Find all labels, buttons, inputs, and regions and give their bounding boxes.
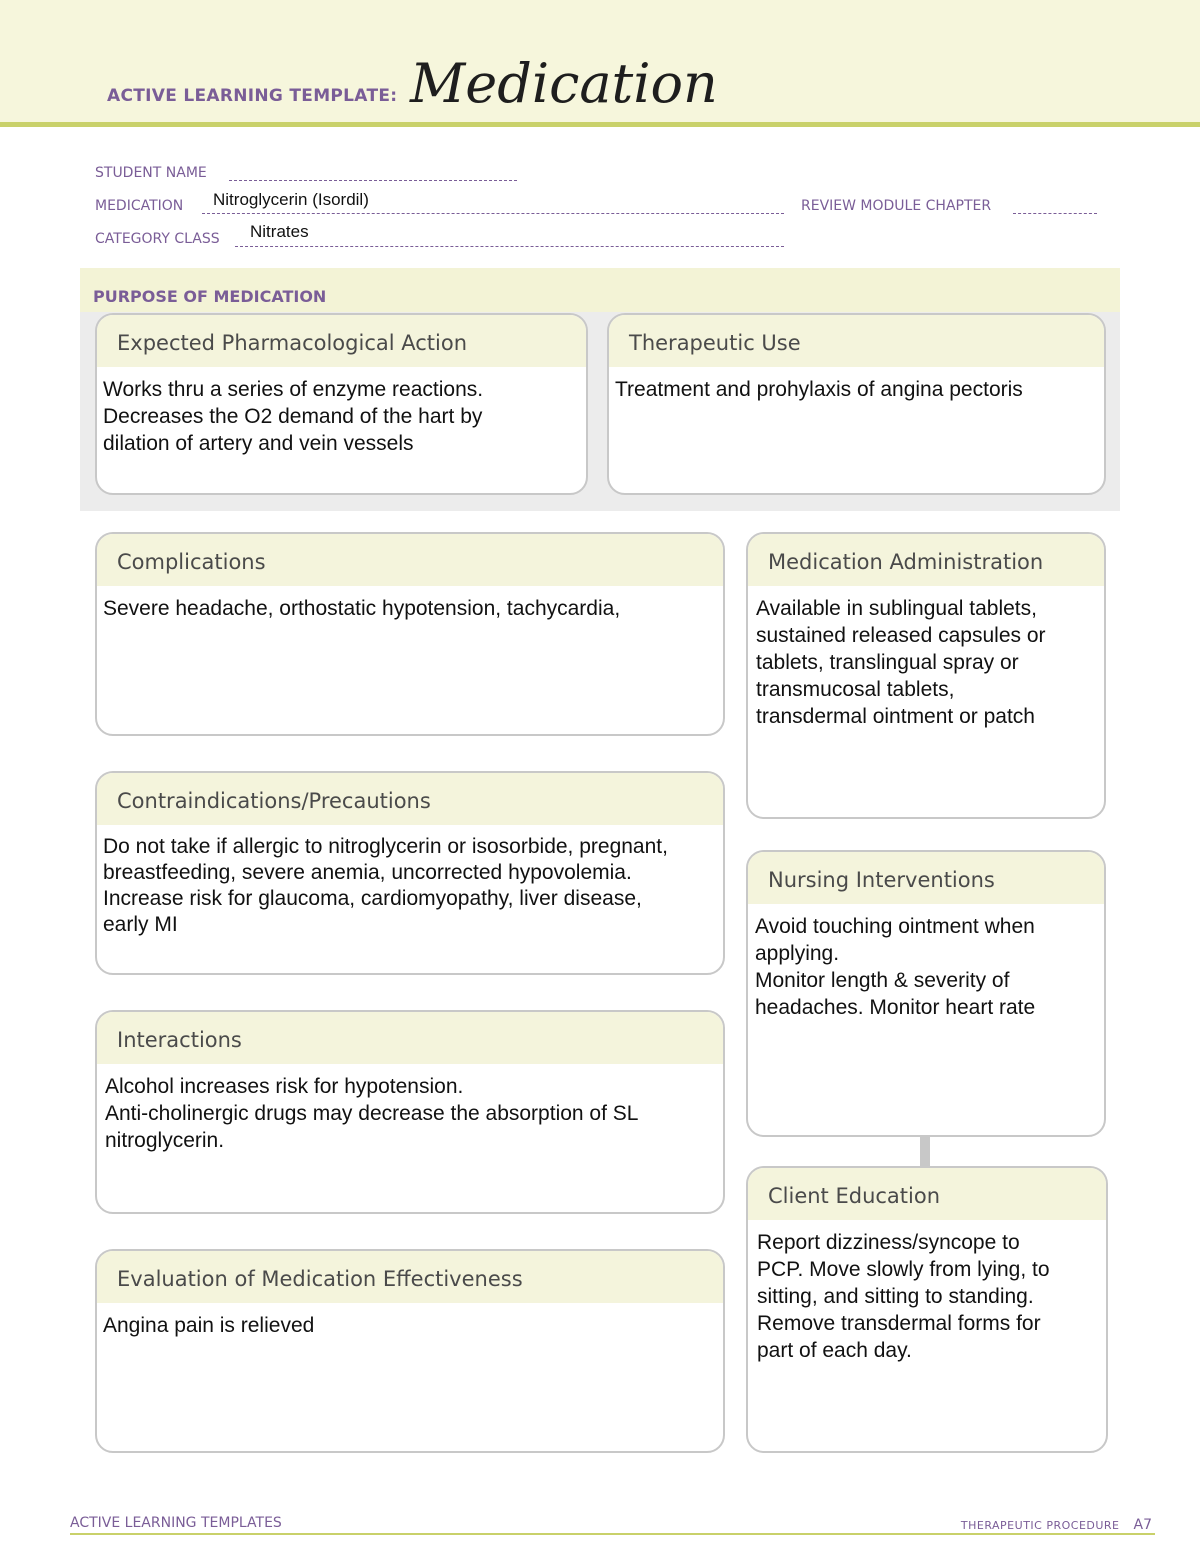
therapeutic-use-title: Therapeutic Use	[609, 315, 1104, 367]
administration-box	[746, 532, 1106, 819]
administration-title: Medication Administration	[748, 534, 1104, 586]
student-name-label: STUDENT NAME	[95, 165, 207, 181]
administration-text[interactable]: Available in sublingual tablets, sustained released capsules or tablets, translingual spray or transmucosal tablets, transdermal ointment or patch	[756, 597, 1046, 728]
footer-section: THERAPEUTIC PROCEDURE	[960, 1519, 1120, 1532]
therapeutic-use-text[interactable]: Treatment and prohylaxis of angina pectoris	[615, 378, 1023, 401]
expected-action-title: Expected Pharmacological Action	[97, 315, 586, 367]
complications-title: Complications	[97, 534, 723, 586]
template-label: ACTIVE LEARNING TEMPLATE:	[107, 86, 398, 106]
purpose-label: PURPOSE OF MEDICATION	[93, 287, 327, 306]
review-module-label: REVIEW MODULE CHAPTER	[801, 198, 992, 214]
category-class-field[interactable]	[235, 246, 784, 247]
student-name-field[interactable]	[229, 180, 517, 181]
contraindications-title: Contraindications/Precautions	[97, 773, 723, 825]
nursing-interventions-box	[746, 850, 1106, 1137]
interactions-text[interactable]: Alcohol increases risk for hypotension. Anti-cholinergic drugs may decrease the absorption of SL nitroglycerin.	[105, 1075, 639, 1152]
interactions-title: Interactions	[97, 1012, 723, 1064]
header-rule	[0, 122, 1200, 127]
page-number: A7	[1133, 1517, 1152, 1533]
nursing-interventions-text[interactable]: Avoid touching ointment when applying. Monitor length & severity of headaches. Monitor heart rate	[755, 915, 1036, 1019]
client-education-text[interactable]: Report dizziness/syncope to PCP. Move slowly from lying, to sitting, and sitting to standing. Remove transdermal forms for part of each day.	[757, 1231, 1050, 1362]
nursing-interventions-title: Nursing Interventions	[748, 852, 1104, 904]
evaluation-box	[95, 1249, 725, 1453]
contraindications-box	[95, 771, 725, 975]
footer-rule	[70, 1533, 1155, 1535]
client-education-box	[746, 1166, 1108, 1453]
review-module-field[interactable]	[1013, 213, 1097, 214]
category-class-label: CATEGORY CLASS	[95, 231, 220, 247]
contraindications-text[interactable]: Do not take if allergic to nitroglycerin or isosorbide, pregnant, breastfeeding, severe anemia, uncorrected hypovolemia. Increase risk for glaucoma, cardiomyopathy, liver disease, early MI	[103, 835, 668, 936]
medication-value: Nitroglycerin (Isordil)	[213, 190, 369, 209]
evaluation-title: Evaluation of Medication Effectiveness	[97, 1251, 723, 1303]
page-title: Medication	[410, 52, 718, 115]
medication-field[interactable]	[202, 213, 784, 214]
interactions-box	[95, 1010, 725, 1214]
therapeutic-use-box	[607, 313, 1106, 495]
complications-text[interactable]: Severe headache, orthostatic hypotension, tachycardia,	[103, 597, 621, 620]
client-education-title: Client Education	[748, 1168, 1106, 1220]
evaluation-text[interactable]: Angina pain is relieved	[103, 1314, 315, 1337]
expected-action-text[interactable]: Works thru a series of enzyme reactions. Decreases the O2 demand of the hart by dilation of artery and vein vessels	[103, 378, 484, 455]
box-connector	[920, 1136, 930, 1167]
medication-label: MEDICATION	[95, 198, 184, 214]
expected-action-box	[95, 313, 588, 495]
complications-box	[95, 532, 725, 736]
category-class-value: Nitrates	[250, 222, 309, 241]
footer-left: ACTIVE LEARNING TEMPLATES	[70, 1515, 282, 1531]
footer-right	[961, 1517, 1152, 1533]
